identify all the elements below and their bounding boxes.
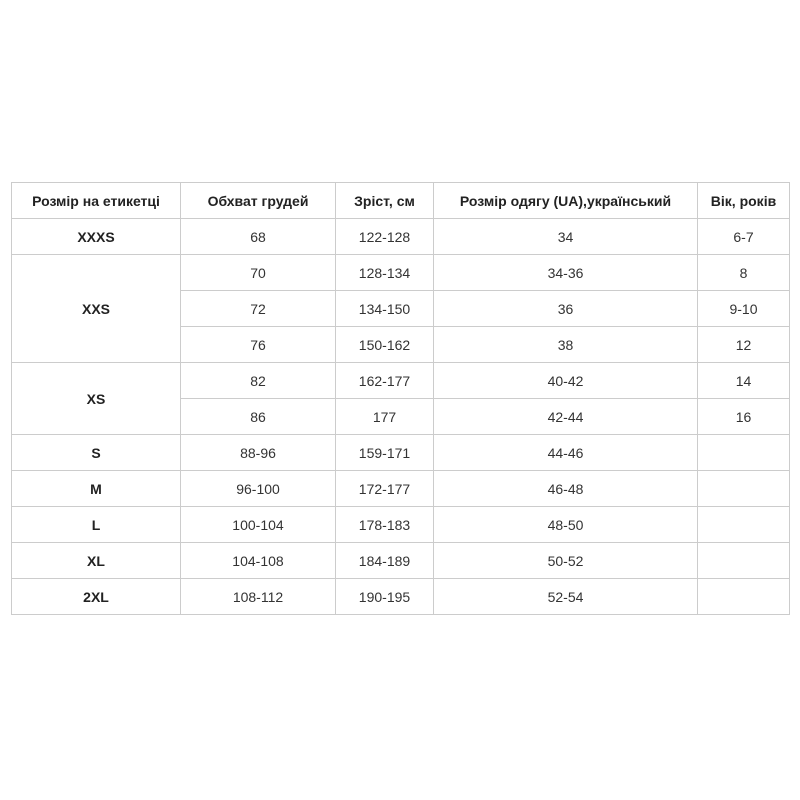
chest-cell: 86 — [181, 399, 336, 435]
size-chart-table — [11, 182, 790, 615]
height-cell: 177 — [336, 399, 434, 435]
size-label-cell: L — [12, 507, 181, 543]
ua-size-cell: 46-48 — [434, 471, 698, 507]
age-cell — [698, 471, 790, 507]
size-label-cell: M — [12, 471, 181, 507]
size-label-cell: S — [12, 435, 181, 471]
ua-size-cell: 40-42 — [434, 363, 698, 399]
chest-cell: 104-108 — [181, 543, 336, 579]
table-row — [12, 543, 790, 579]
table-row — [12, 363, 790, 399]
height-cell: 162-177 — [336, 363, 434, 399]
size-label-cell: XS — [12, 363, 181, 435]
height-cell: 178-183 — [336, 507, 434, 543]
ua-size-cell: 42-44 — [434, 399, 698, 435]
age-cell: 12 — [698, 327, 790, 363]
chest-cell: 82 — [181, 363, 336, 399]
height-cell: 184-189 — [336, 543, 434, 579]
height-cell: 122-128 — [336, 219, 434, 255]
ua-size-cell: 34 — [434, 219, 698, 255]
age-cell — [698, 435, 790, 471]
age-cell: 9-10 — [698, 291, 790, 327]
ua-size-cell: 50-52 — [434, 543, 698, 579]
table-row — [12, 579, 790, 615]
age-cell: 16 — [698, 399, 790, 435]
chest-cell: 96-100 — [181, 471, 336, 507]
ua-size-cell: 34-36 — [434, 255, 698, 291]
age-cell — [698, 543, 790, 579]
age-cell — [698, 507, 790, 543]
table-row — [12, 255, 790, 291]
chest-cell: 108-112 — [181, 579, 336, 615]
chest-cell: 68 — [181, 219, 336, 255]
ua-size-cell: 44-46 — [434, 435, 698, 471]
chest-cell: 100-104 — [181, 507, 336, 543]
header-row — [12, 183, 790, 219]
size-label-cell: XL — [12, 543, 181, 579]
header-height: Зріст, см — [336, 183, 434, 219]
ua-size-cell: 36 — [434, 291, 698, 327]
size-label-cell: XXXS — [12, 219, 181, 255]
size-label-cell: XXS — [12, 255, 181, 363]
age-cell: 6-7 — [698, 219, 790, 255]
height-cell: 159-171 — [336, 435, 434, 471]
header-label-size: Розмір на етикетці — [12, 183, 181, 219]
header-ua-size: Розмір одягу (UA),український — [434, 183, 698, 219]
ua-size-cell: 48-50 — [434, 507, 698, 543]
size-label-cell: 2XL — [12, 579, 181, 615]
table-row — [12, 435, 790, 471]
chest-cell: 72 — [181, 291, 336, 327]
height-cell: 150-162 — [336, 327, 434, 363]
age-cell: 14 — [698, 363, 790, 399]
chest-cell: 88-96 — [181, 435, 336, 471]
age-cell: 8 — [698, 255, 790, 291]
height-cell: 172-177 — [336, 471, 434, 507]
height-cell: 190-195 — [336, 579, 434, 615]
header-age: Вік, років — [698, 183, 790, 219]
chest-cell: 76 — [181, 327, 336, 363]
ua-size-cell: 38 — [434, 327, 698, 363]
height-cell: 134-150 — [336, 291, 434, 327]
ua-size-cell: 52-54 — [434, 579, 698, 615]
table-row — [12, 507, 790, 543]
age-cell — [698, 579, 790, 615]
height-cell: 128-134 — [336, 255, 434, 291]
header-chest: Обхват грудей — [181, 183, 336, 219]
chest-cell: 70 — [181, 255, 336, 291]
table-row — [12, 219, 790, 255]
table-row — [12, 471, 790, 507]
